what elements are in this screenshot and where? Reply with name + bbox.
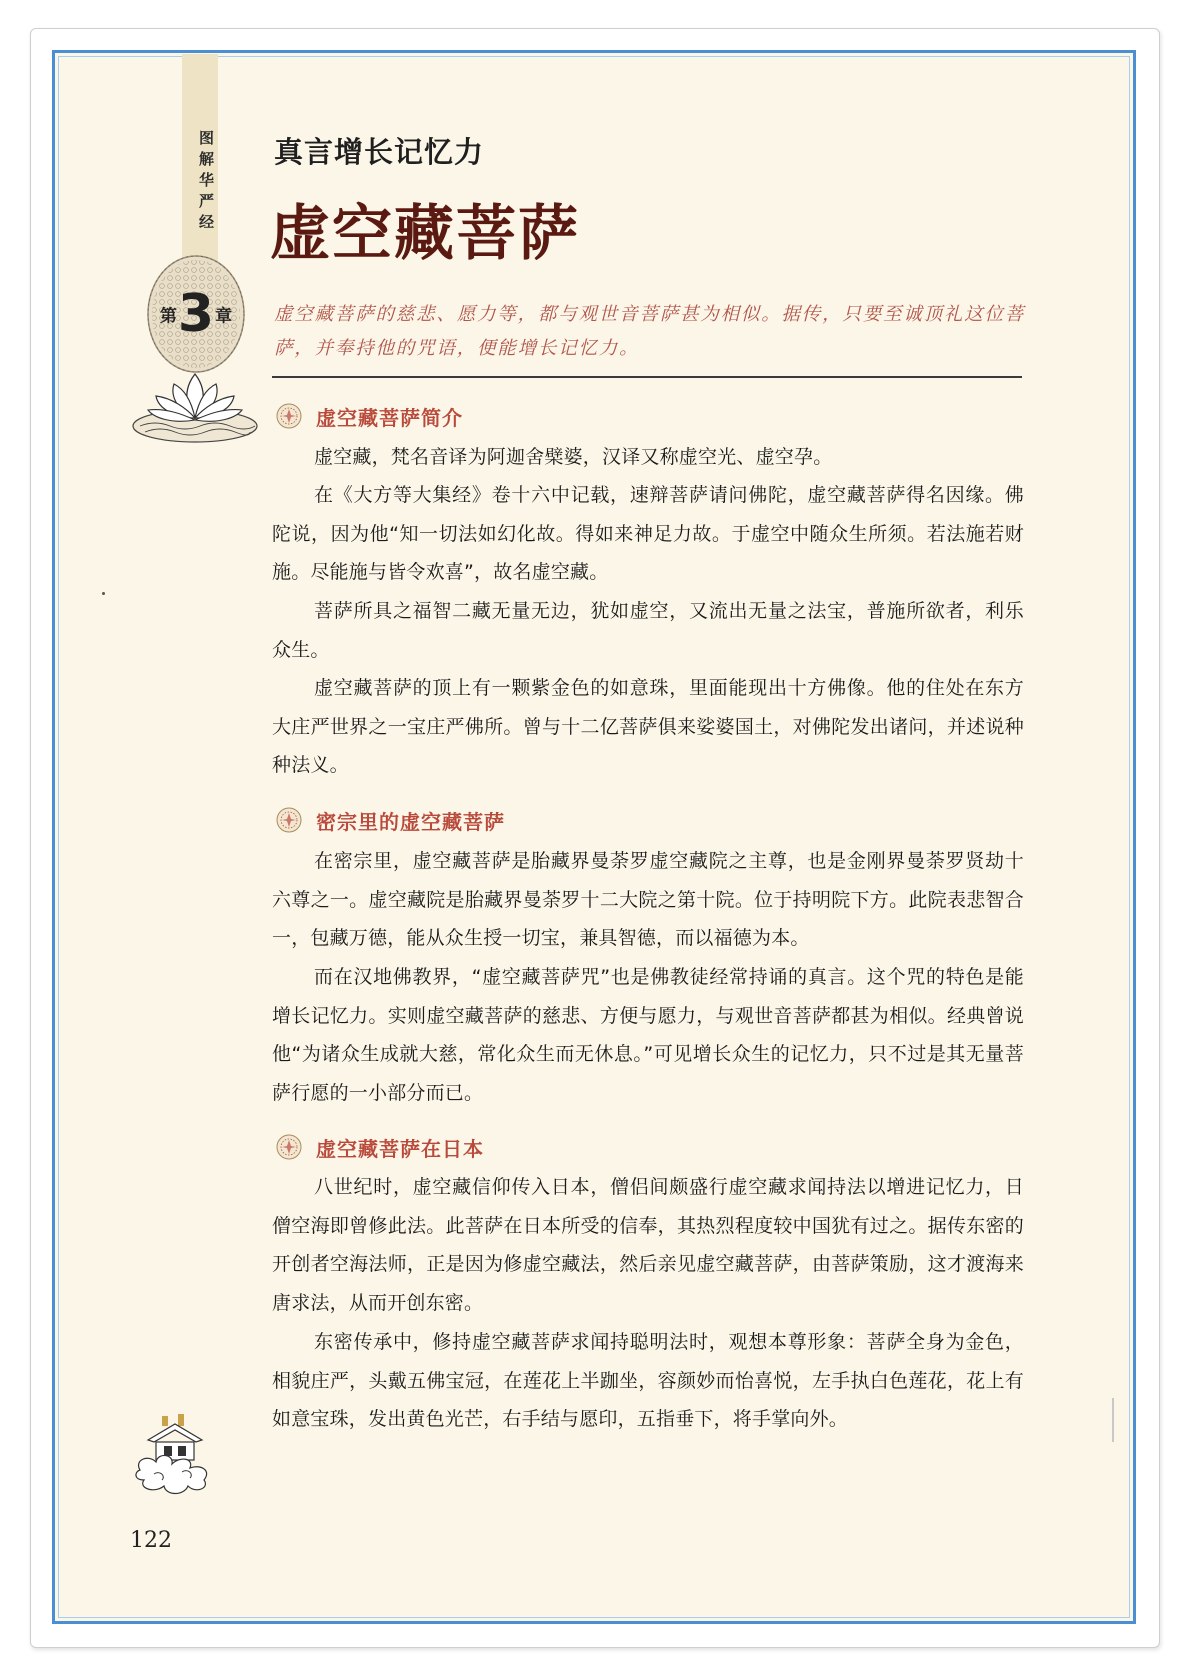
section-heading-esoteric bbox=[274, 805, 505, 835]
header-divider bbox=[272, 376, 1022, 378]
book-title: 图解华严经 bbox=[197, 129, 215, 235]
chapter-number: 3 bbox=[177, 284, 215, 344]
section-title: 虚空藏菩萨简介 bbox=[316, 405, 463, 430]
chapter-label bbox=[142, 284, 250, 344]
page-title: 虚空藏菩萨 bbox=[270, 199, 580, 269]
page-kicker: 真言增长记忆力 bbox=[274, 135, 485, 169]
paragraph: 在密宗里，虚空藏菩萨是胎藏界曼荼罗虚空藏院之主尊，也是金刚界曼荼罗贤劫十六尊之一。虚空藏院是胎藏界曼荼罗十二大院之第十院。位于持明院下方。此院表悲智合一，包藏万德，能从众生授一切宝，兼具智德，而以福德为本。 bbox=[272, 850, 1024, 949]
paragraph: 东密传承中，修持虚空藏菩萨求闻持聪明法时，观想本尊形象：菩萨全身为金色，相貌庄严，头戴五佛宝冠，在莲花上半跏坐，容颜妙而怡喜悦，左手执白色莲花，花上有如意宝珠，发出黄色光芒，右手结与愿印，五指垂下，将手掌向外。 bbox=[272, 1331, 1024, 1430]
cloud-emblem-icon bbox=[130, 1410, 220, 1500]
section-heading-japan bbox=[274, 1132, 484, 1162]
section-heading-intro bbox=[274, 401, 463, 431]
paragraph: 而在汉地佛教界，“虚空藏菩萨咒”也是佛教徒经常持诵的真言。这个咒的特色是能增长记忆力。实则虚空藏菩萨的慈悲、方便与愿力，与观世音菩萨都甚为相似。经典曾说他“为诸众生成就大慈，常化众生而无休息。”可见增长众生的记忆力，只不过是其无量菩萨行愿的一小部分而已。 bbox=[272, 966, 1024, 1104]
paragraph: 虚空藏菩萨的顶上有一颗紫金色的如意珠，里面能现出十方佛像。他的住处在东方大庄严世界之一宝庄严佛所。曾与十二亿菩萨俱来娑婆国土，对佛陀发出诸问，并述说种种法义。 bbox=[272, 677, 1024, 776]
intro-paragraph: 虚空藏菩萨的慈悲、愿力等，都与观世音菩萨甚为相似。据传，只要至诚顶礼这位菩萨，并奉持他的咒语，便能增长记忆力。 bbox=[274, 304, 1026, 359]
paragraph: 在《大方等大集经》卷十六中记载，速辩菩萨请问佛陀，虚空藏菩萨得名因缘。佛陀说，因为他“知一切法如幻化故。得如来神足力故。于虚空中随众生所须。若法施若财施。尽能施与皆令欢喜”，故名虚空藏。 bbox=[272, 484, 1024, 583]
paragraph: 八世纪时，虚空藏信仰传入日本，僧侣间颇盛行虚空藏求闻持法以增进记忆力，日僧空海即曾修此法。此菩萨在日本所受的信奉，其热烈程度较中国犹有过之。据传东密的开创者空海法师，正是因为修虚空藏法，然后亲见虚空藏菩萨，由菩萨策励，这才渡海来唐求法，从而开创东密。 bbox=[272, 1176, 1024, 1314]
section-title: 密宗里的虚空藏菩萨 bbox=[316, 809, 505, 834]
lotus-flower-icon bbox=[120, 368, 270, 448]
paragraph: 虚空藏，梵名音译为阿迦舍檗婆，汉译又称虚空光、虚空孕。 bbox=[314, 446, 833, 468]
section-title: 虚空藏菩萨在日本 bbox=[316, 1136, 484, 1161]
margin-mark bbox=[1112, 1398, 1114, 1442]
lotus-seal-icon bbox=[274, 805, 304, 835]
paragraph: 菩萨所具之福智二藏无量无边，犹如虚空，又流出无量之法宝，普施所欲者，利乐众生。 bbox=[272, 600, 1024, 661]
margin-speck bbox=[102, 592, 105, 595]
chapter-prefix: 第 bbox=[159, 306, 177, 327]
lotus-seal-icon bbox=[274, 401, 304, 431]
page-number: 122 bbox=[130, 1528, 172, 1553]
lotus-seal-icon bbox=[274, 1132, 304, 1162]
chapter-suffix: 章 bbox=[215, 306, 233, 327]
